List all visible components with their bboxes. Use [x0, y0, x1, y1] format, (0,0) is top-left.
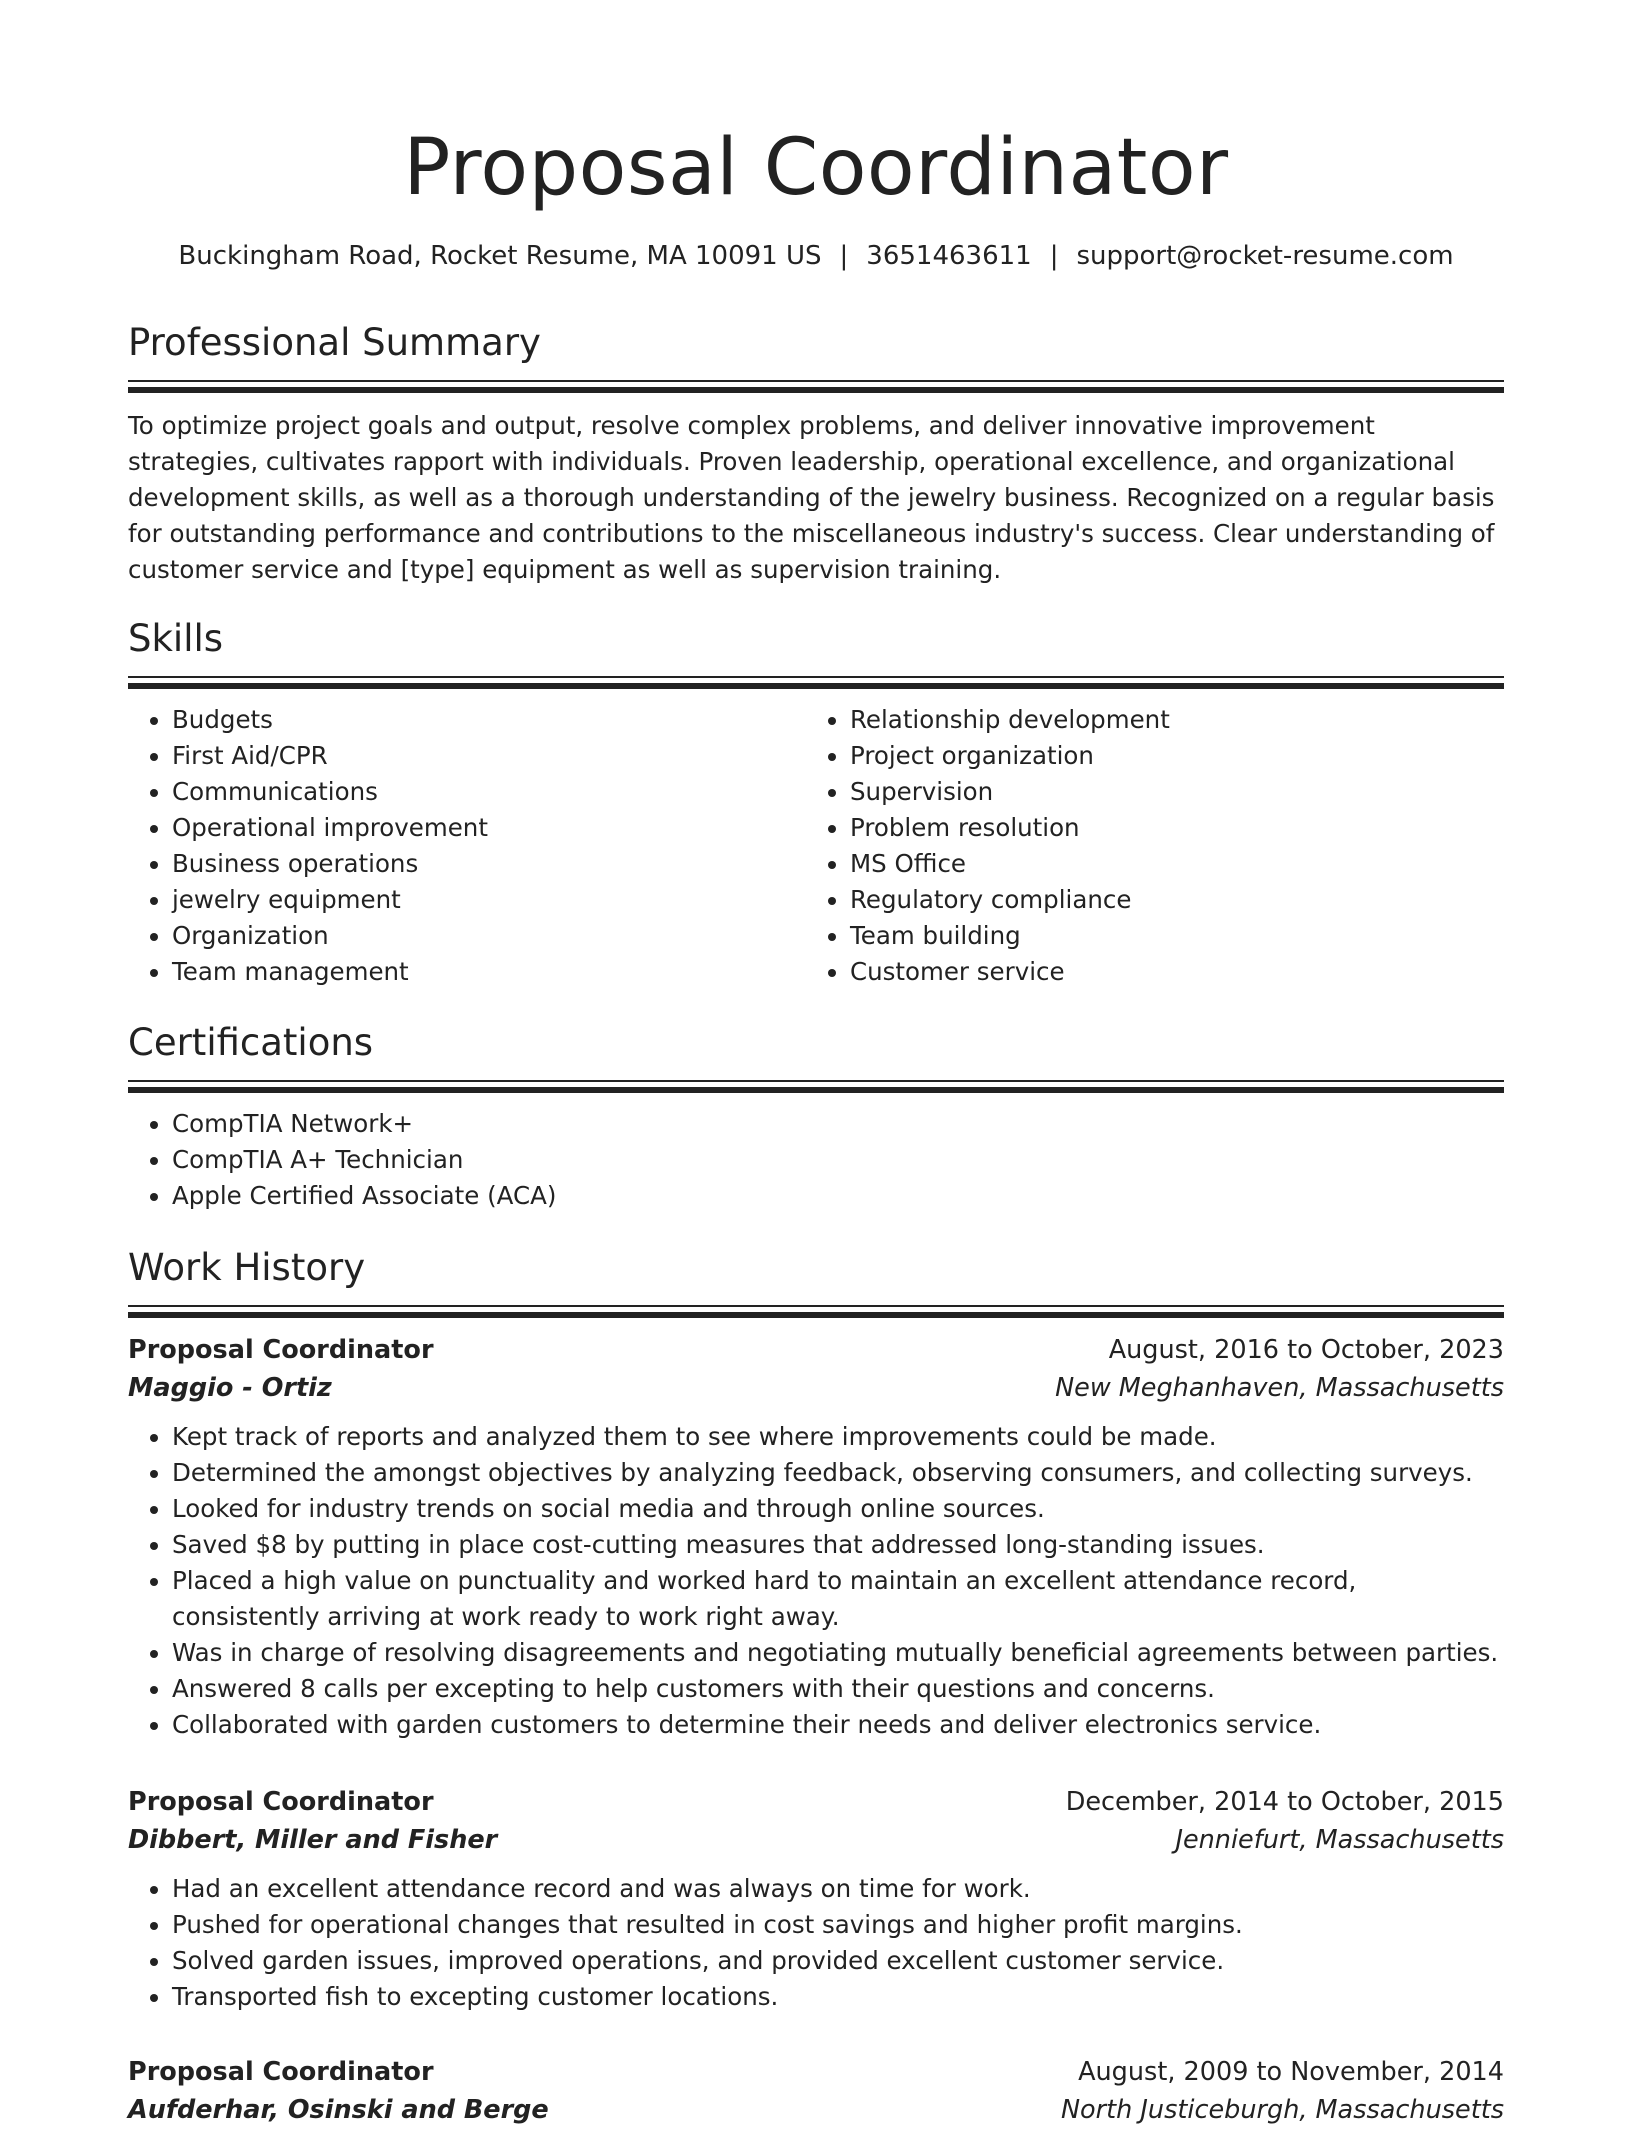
section-divider — [128, 1080, 1504, 1094]
job-title: Proposal Coordinator — [128, 2057, 434, 2087]
job-bullet: • Had an excellent attendance record and was always on time for work. — [172, 1871, 1504, 1907]
job-bullet: • Saved $8 by putting in place cost-cutting measures that addressed long-standing issues. — [172, 1527, 1504, 1563]
job-header-row — [128, 1783, 1504, 1821]
job-bullet: • Looked for industry trends on social media and through online sources. — [172, 1491, 1504, 1527]
certification-item: • Apple Certified Associate (ACA) — [172, 1178, 1504, 1214]
work-history-section — [128, 1243, 1504, 1319]
skill-item: • Communications — [172, 774, 806, 810]
job-company: Maggio - Ortiz — [128, 1373, 332, 1403]
job-header-row — [128, 2053, 1504, 2091]
skills-heading: Skills — [128, 617, 224, 660]
job-dates: December, 2014 to October, 2015 — [1065, 1787, 1504, 1817]
job-bullets — [128, 1871, 1504, 2015]
job-entry — [128, 2053, 1504, 2129]
skill-item: • Organization — [172, 918, 806, 954]
job-dates: August, 2016 to October, 2023 — [1108, 1335, 1504, 1365]
contact-line — [128, 238, 1504, 274]
job-company: Dibbert, Miller and Fisher — [128, 1825, 498, 1855]
job-location: Jenniefurt, Massachusetts — [1175, 1825, 1504, 1855]
certifications-list — [128, 1106, 1504, 1214]
skill-item: • Team building — [850, 918, 1484, 954]
job-bullet: • Kept track of reports and analyzed them to see where improvements could be made. — [172, 1419, 1504, 1455]
skill-item: • Business operations — [172, 846, 806, 882]
skill-item: • MS Office — [850, 846, 1484, 882]
job-dates: August, 2009 to November, 2014 — [1078, 2057, 1504, 2087]
summary-text: To optimize project goals and output, resolve complex problems, and deliver innovative improvement strategies, cultivates rapport with individuals. Proven leadership, operational excellence, and organizational development skills, as well as a thorough understanding of the jewelry business. Recognized on a regular basis for outstanding performance and contributions to the miscellaneous industry's success. Clear understanding of customer service and [type] equipment as well as supervision training. — [128, 411, 1495, 584]
job-bullet: • Pushed for operational changes that resulted in cost savings and higher profit margins. — [172, 1907, 1504, 1943]
summary-section — [128, 318, 1504, 588]
candidate-name: Proposal Coordinator — [403, 123, 1229, 213]
skills-list-left — [128, 702, 806, 990]
job-location: North Justiceburgh, Massachusetts — [1060, 2095, 1504, 2125]
skill-item: • First Aid/CPR — [172, 738, 806, 774]
skill-item: • Project organization — [850, 738, 1484, 774]
job-company: Aufderhar, Osinski and Berge — [128, 2095, 549, 2125]
section-divider — [128, 380, 1504, 394]
skill-item: • Budgets — [172, 702, 806, 738]
job-bullet: • Determined the amongst objectives by analyzing feedback, observing consumers, and collecting surveys. — [172, 1455, 1504, 1491]
job-bullet: • Solved garden issues, improved operations, and provided excellent customer service. — [172, 1943, 1504, 1979]
job-subheader-row — [128, 1821, 1504, 1859]
job-bullet: • Transported fish to excepting customer locations. — [172, 1979, 1504, 2015]
certifications-section — [128, 1018, 1504, 1214]
contact-separator: | — [1049, 241, 1059, 271]
job-entry — [128, 1331, 1504, 1743]
skills-list-right — [806, 702, 1484, 990]
skills-section — [128, 614, 1504, 990]
job-title: Proposal Coordinator — [128, 1335, 434, 1365]
skill-item: • Team management — [172, 954, 806, 990]
work-history-heading: Work History — [128, 1246, 366, 1289]
certification-item: • CompTIA Network+ — [172, 1106, 1504, 1142]
skill-item: • Operational improvement — [172, 810, 806, 846]
job-subheader-row — [128, 1369, 1504, 1407]
contact-phone: 3651463611 — [866, 241, 1032, 271]
job-bullet: • Was in charge of resolving disagreements and negotiating mutually beneficial agreements between parties. — [172, 1635, 1504, 1671]
section-divider — [128, 676, 1504, 690]
skill-item: • jewelry equipment — [172, 882, 806, 918]
skill-item: • Relationship development — [850, 702, 1484, 738]
job-bullet: • Collaborated with garden customers to determine their needs and deliver electronics service. — [172, 1707, 1504, 1743]
contact-email: support@rocket-resume.com — [1076, 241, 1454, 271]
skill-item: • Customer service — [850, 954, 1484, 990]
job-bullets — [128, 1419, 1504, 1743]
skills-columns — [128, 702, 1504, 990]
job-bullet: • Placed a high value on punctuality and worked hard to maintain an excellent attendance record, consistently arriving at work ready to work right away. — [172, 1563, 1504, 1635]
job-location: New Meghanhaven, Massachusetts — [1055, 1373, 1504, 1403]
skill-item: • Problem resolution — [850, 810, 1484, 846]
section-divider — [128, 1305, 1504, 1319]
certifications-heading: Certifications — [128, 1021, 374, 1064]
job-subheader-row — [128, 2091, 1504, 2129]
job-bullet: • Answered 8 calls per excepting to help customers with their questions and concerns. — [172, 1671, 1504, 1707]
job-title: Proposal Coordinator — [128, 1787, 434, 1817]
skill-item: • Supervision — [850, 774, 1484, 810]
contact-address: Buckingham Road, Rocket Resume, MA 10091 US — [178, 241, 822, 271]
summary-heading: Professional Summary — [128, 321, 541, 364]
skill-item: • Regulatory compliance — [850, 882, 1484, 918]
contact-separator: | — [839, 241, 849, 271]
certification-item: • CompTIA A+ Technician — [172, 1142, 1504, 1178]
job-header-row — [128, 1331, 1504, 1369]
job-entry — [128, 1783, 1504, 2015]
